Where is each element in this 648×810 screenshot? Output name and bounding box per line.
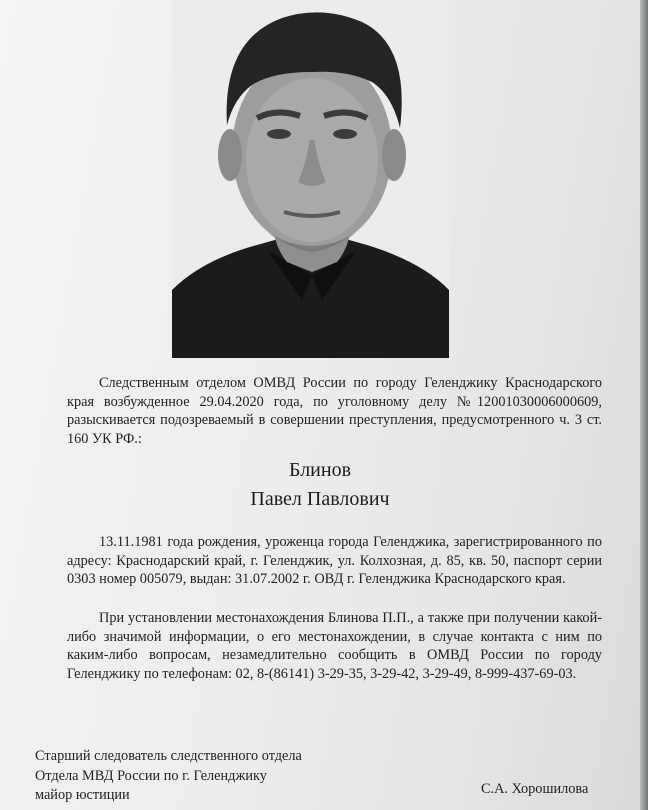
- signatory-name: С.А. Хорошилова: [481, 781, 589, 797]
- suspect-details: 13.11.1981 года рождения, уроженца города Геленджика, зарегистрированного по адресу: Краснодарский край, г. Геленджик, ул. Колхозная, д. 85, кв. 50, паспорт серии 0303 номер 005079, выдан: 31.07.2002 г. ОВД г. Геленджика Краснодарского края.: [67, 534, 602, 588]
- signature-rank-line: майор юстиции: [35, 787, 130, 803]
- suspect-given-names: Павел Павлович: [250, 488, 390, 510]
- suspect-photo: [172, 0, 449, 358]
- signature-department-line: Отдела МВД России по г. Геленджику: [35, 767, 267, 784]
- suspect-surname: Блинов: [288, 459, 352, 481]
- signature-position-line: Старший следователь следственного отдела: [35, 748, 302, 764]
- notice-intro: Следственным отделом ОМВД России по городу Геленджику Краснодарского края возбужденное 29.04.2020 года, по уголовному делу №12001030006000609, разыскивается подозреваемый в совершении преступления, предусмотренного ч. 3 ст. 160 УК РФ.:: [67, 375, 602, 447]
- contact-request: При установлении местонахождения Блинова П.П., а также при получении какой-либо значимой информации, о его местонахождении, в случае контакта с ним по каким-либо вопросам, незамедлительно сообщить в ОМВД России по городу Геленджику по телефонам: 02, 8-(86141) 3-29-35, 3-29-42, 3-29-49, 8-999-437-69-03.: [67, 610, 602, 682]
- paper-edge-shadow: [640, 0, 648, 810]
- signature-block: [35, 747, 302, 806]
